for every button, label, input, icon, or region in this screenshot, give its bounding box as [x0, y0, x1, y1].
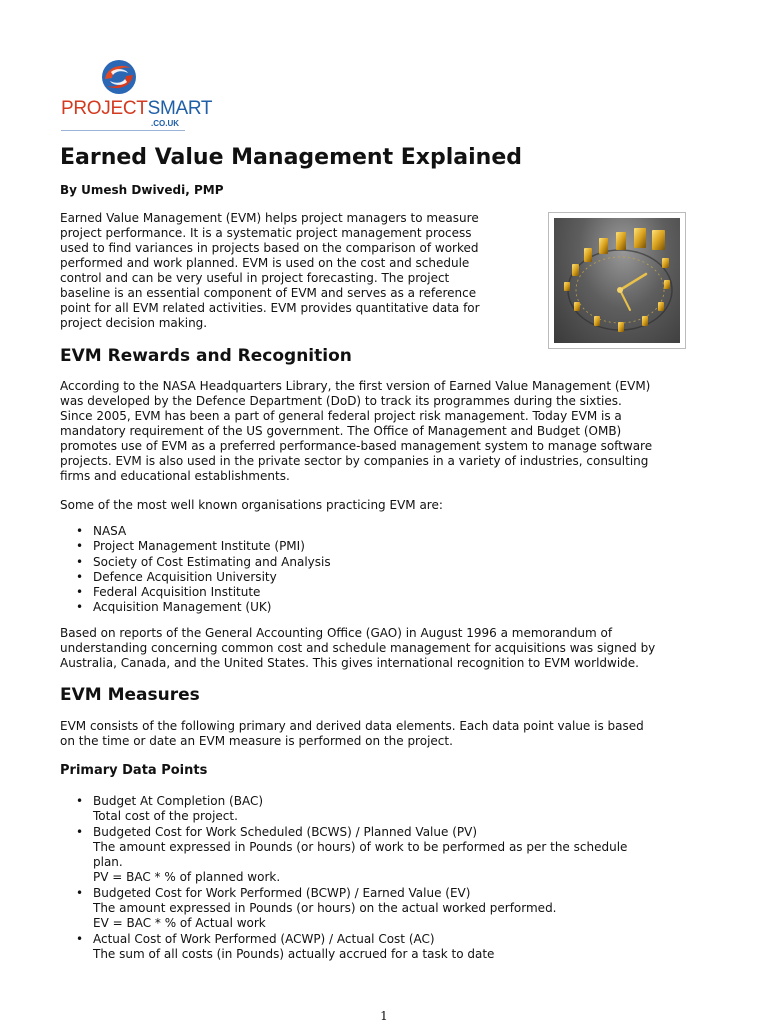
rewards-line: was developed by the Defence Department (DoD) to track its programmes during the sixties. [60, 394, 622, 408]
list-item [60, 825, 627, 886]
intro-line: used to find variances in projects based on the comparison of worked [60, 241, 479, 255]
rewards-line: promotes use of EVM as a preferred performance-based management system to manage software [60, 439, 653, 453]
list-item: • Society of Cost Estimating and Analysis [60, 555, 331, 570]
intro-line: baseline is an essential component of EVM and serves as a reference [60, 286, 477, 300]
data-point-formula: EV = BAC * % of Actual work [93, 916, 266, 931]
list-item: • NASA [60, 524, 331, 539]
section-heading-measures: EVM Measures [60, 685, 200, 705]
list-item [60, 794, 627, 825]
data-point-title: • Budgeted Cost for Work Scheduled (BCWS) / Planned Value (PV) [93, 824, 477, 839]
logo-project-text: PROJECT [61, 98, 148, 119]
rewards-line: mandatory requirement of the US government. The Office of Management and Budget (OMB) [60, 424, 622, 438]
logo-smart-text: SMART [147, 98, 213, 119]
data-point-description: The amount expressed in Pounds (or hours) of work to be performed as per the schedule [93, 839, 628, 854]
clock-illustration [554, 218, 680, 343]
section-heading-rewards: EVM Rewards and Recognition [60, 346, 352, 366]
list-item: • Federal Acquisition Institute [60, 585, 331, 600]
subheading-primary-data-points: Primary Data Points [60, 763, 208, 778]
data-point-title: • Budget At Completion (BAC) [93, 794, 264, 808]
primary-data-points-list [60, 794, 627, 962]
intro-line: Earned Value Management (EVM) helps project managers to measure [60, 211, 479, 225]
list-item [60, 932, 627, 963]
gao-line: Based on reports of the General Accounting Office (GAO) in August 1996 a memorandum of [60, 626, 613, 640]
rewards-line: According to the NASA Headquarters Library, the first version of Earned Value Management (EVM) [60, 379, 651, 393]
data-point-formula: PV = BAC * % of planned work. [93, 870, 281, 885]
list-item: • Acquisition Management (UK) [60, 600, 331, 615]
projectsmart-emblem-icon [101, 58, 137, 96]
projectsmart-logo [61, 58, 213, 136]
article-title: Earned Value Management Explained [60, 145, 522, 170]
orgs-intro: Some of the most well known organisations practicing EVM are: [60, 498, 443, 512]
data-point-description: The sum of all costs (in Pounds) actually accrued for a task to date [93, 946, 495, 961]
measures-line: EVM consists of the following primary and derived data elements. Each data point value is based [60, 719, 644, 733]
list-item [60, 886, 627, 932]
data-point-description: The amount expressed in Pounds (or hours) on the actual worked performed. [93, 901, 557, 916]
intro-line: control and can be very useful in project forecasting. The project [60, 271, 450, 285]
gao-line: understanding concerning common cost and schedule management for acquisitions was signed by [60, 641, 656, 655]
data-point-description: Total cost of the project. [93, 809, 238, 824]
article-byline: By Umesh Dwivedi, PMP [60, 183, 224, 197]
measures-line: on the time or date an EVM measure is performed on the project. [60, 734, 453, 748]
rewards-line: firms and educational establishments. [60, 469, 290, 483]
gao-line: Australia, Canada, and the United States. This gives international recognition to EVM worldwide. [60, 656, 639, 670]
page-number: 1 [380, 1009, 388, 1023]
intro-line: project decision making. [60, 316, 208, 330]
intro-line: point for all EVM related activities. EVM provides quantitative data for [60, 301, 480, 315]
intro-line: project performance. It is a systematic project management process [60, 226, 472, 240]
orgs-list [60, 524, 331, 616]
data-point-title: • Budgeted Cost for Work Performed (BCWP) / Earned Value (EV) [93, 885, 471, 900]
rewards-line: projects. EVM is also used in the private sector by companies in a variety of industries, consulting [60, 454, 649, 468]
logo-wordmark [61, 98, 212, 120]
rewards-line: Since 2005, EVM has been a part of general federal project risk management. Today EVM is a [60, 409, 622, 423]
golden-clock-photo [554, 218, 680, 343]
intro-line: performed and work planned. EVM is used on the cost and schedule [60, 256, 470, 270]
list-item: • Project Management Institute (PMI) [60, 539, 331, 554]
logo-underline [61, 130, 185, 131]
data-point-title: • Actual Cost of Work Performed (ACWP) / Actual Cost (AC) [93, 931, 435, 946]
logo-domain-text: .CO.UK [151, 119, 179, 128]
list-item: • Defence Acquisition University [60, 570, 331, 585]
clock-photo-frame [548, 212, 686, 349]
data-point-description: plan. [93, 855, 123, 870]
